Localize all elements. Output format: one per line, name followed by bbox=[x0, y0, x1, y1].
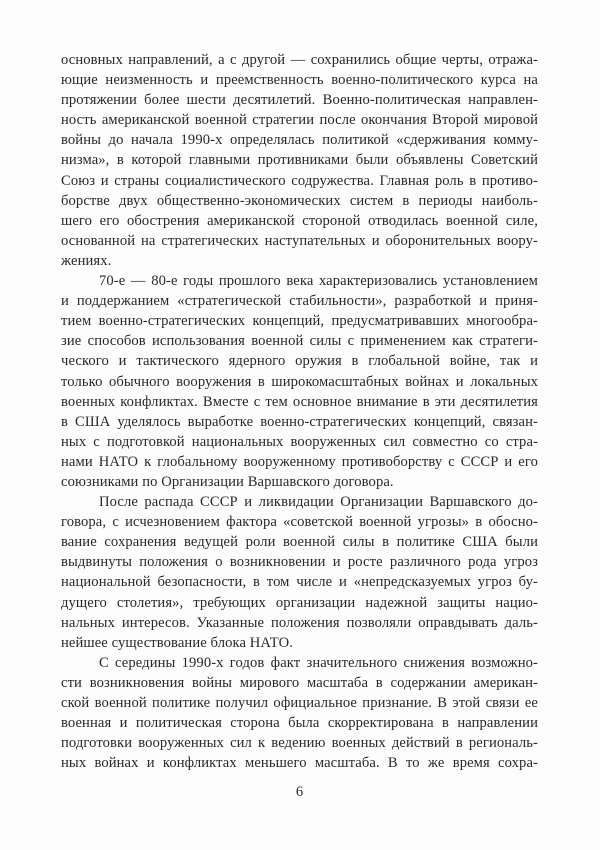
text-line: вание сохранения ведущей роли военной силы в политике США были bbox=[61, 534, 538, 551]
text-line: С середины 1990-х годов факт значительного снижения возможно- bbox=[99, 654, 538, 671]
text-line: шего его обострения американской стороной отводилась военной силе, bbox=[61, 212, 538, 229]
text-line: ческого и тактического ядерного оружия в глобальной войне, так и bbox=[61, 353, 538, 370]
text-line: После распада СССР и ликвидации Организации Варшавского до- bbox=[99, 494, 538, 511]
text-line: национальной безопасности, в том числе и «непредсказуемых угроз бу- bbox=[61, 574, 538, 591]
text-line: военных конфликтах. Вместе с тем основное внимание в эти десятилетия bbox=[61, 393, 538, 410]
text-line: сти возникновения войны мирового масштаба в содержании американ- bbox=[61, 674, 538, 691]
text-line: ющие неизменность и преемственность военно-политического курса на bbox=[61, 72, 538, 89]
text-line: выдвинуты положения о возникновении и росте различного рода угроз bbox=[61, 554, 538, 571]
text-line: ных с подготовкой национальных вооруженных сил совместно со стра- bbox=[61, 433, 538, 450]
page-number: 6 bbox=[295, 784, 304, 800]
text-line: военная и политическая сторона была скорректирована в направлении bbox=[61, 715, 538, 732]
text-line: ных войнах и конфликтах меньшего масштаба. В то же время сохра- bbox=[61, 755, 538, 772]
text-line: жениях. bbox=[61, 252, 112, 269]
text-line: 70-е — 80-е годы прошлого века характеризовались установлением bbox=[99, 273, 538, 290]
paragraph-3 bbox=[61, 492, 538, 653]
text-line: в США уделялось выработке военно-стратегических концепций, связан- bbox=[61, 413, 538, 430]
text-line: низма», в которой главными противниками были объявлены Советский bbox=[61, 152, 538, 169]
text-line: тием военно-стратегических концепций, предусматривавших многообра- bbox=[61, 313, 538, 330]
text-line: зие способов использования военной силы с применением как стратеги- bbox=[61, 333, 538, 350]
text-line: ность американской военной стратегии после окончания Второй мировой bbox=[61, 112, 538, 129]
text-line: и поддержанием «стратегической стабильности», разработкой и приня- bbox=[61, 293, 538, 310]
paragraph-2 bbox=[61, 271, 538, 492]
text-line: Союз и страны социалистического содружества. Главная роль в противо- bbox=[61, 172, 538, 189]
paragraph-1 bbox=[61, 50, 538, 271]
text-line: основанной на стратегических наступательных и оборонительных воору- bbox=[61, 232, 538, 249]
text-line: ской военной политике получил официальное признание. В этой связи ее bbox=[61, 695, 538, 711]
text-line: борстве двух общественно-экономических систем в периоды наиболь- bbox=[61, 192, 538, 209]
body-text bbox=[61, 50, 538, 773]
text-line: войны до начала 1990-х определялась политикой «сдерживания комму- bbox=[61, 132, 538, 149]
text-line: основных направлений, а с другой — сохранились общие черты, отража- bbox=[61, 52, 538, 68]
text-line: союзниками по Организации Варшавского договора. bbox=[61, 473, 394, 490]
text-line: говора, с исчезновением фактора «советской военной угрозы» в обосно- bbox=[61, 514, 538, 531]
text-line: нейшее существование блока НАТО. bbox=[61, 634, 294, 651]
paragraph-4 bbox=[61, 653, 538, 774]
text-line: нами НАТО к глобальному вооруженному противоборству с СССР и его bbox=[61, 453, 538, 470]
text-line: дущего столетия», требующих организации надежной защиты нацио- bbox=[61, 594, 538, 611]
text-line: только обычного вооружения в широкомасштабных войнах и локальных bbox=[61, 373, 538, 390]
text-line: подготовки вооруженных сил к ведению военных действий в региональ- bbox=[61, 735, 538, 752]
text-line: нальных интересов. Указанные положения позволяли оправдывать даль- bbox=[61, 614, 538, 631]
text-line: протяжении более шести десятилетий. Военно-политическая направлен- bbox=[61, 92, 538, 109]
